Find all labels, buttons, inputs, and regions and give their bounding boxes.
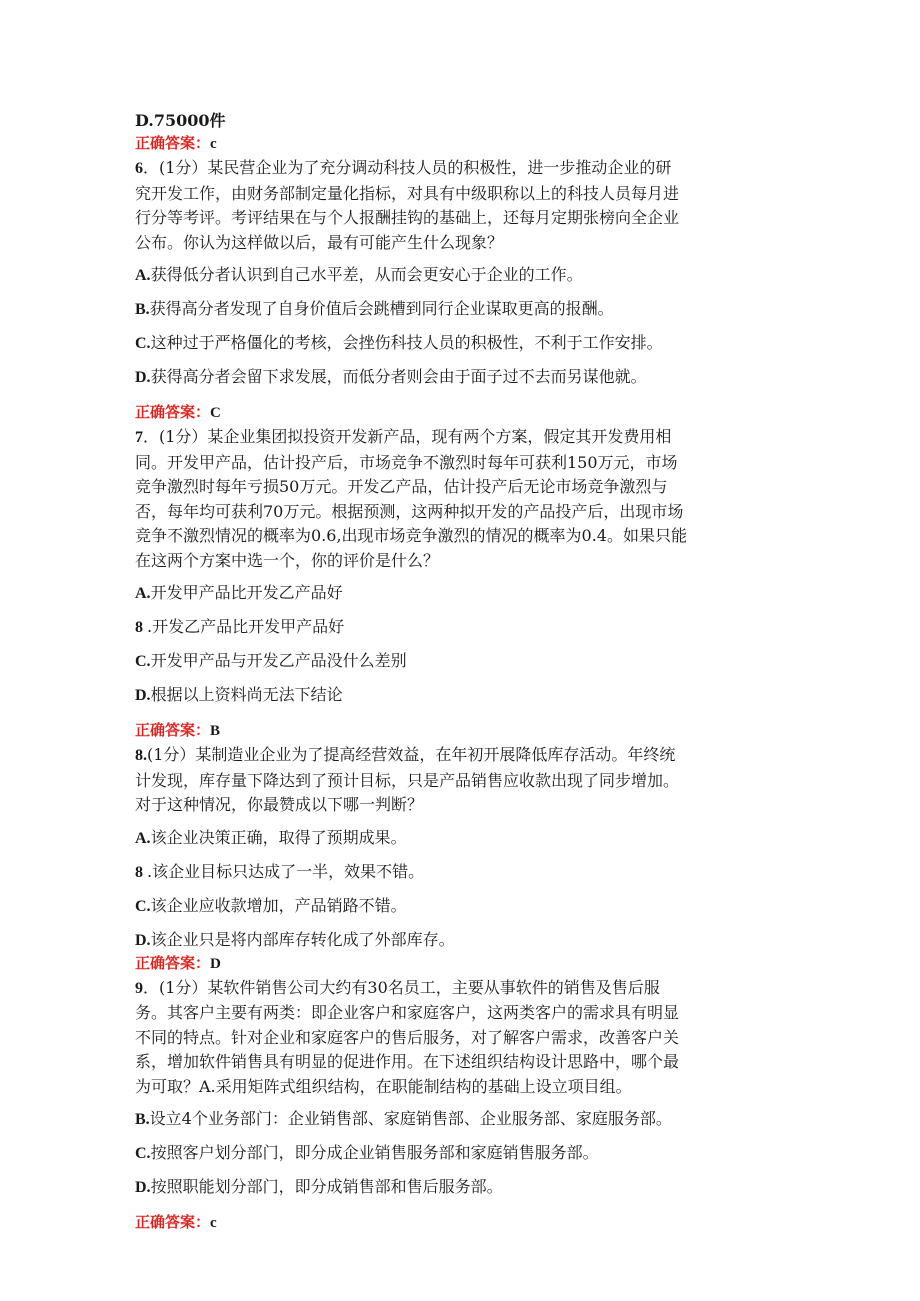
question-line: 务。其客户主要有两类：即企业客户和家庭客户，这两类客户的需求具有明显 <box>135 1003 680 1022</box>
question-number: 8. <box>135 747 147 764</box>
option-text: 开发甲产品与开发乙产品没什么差别 <box>150 651 407 670</box>
option-label: D. <box>135 931 151 949</box>
answer-value: C <box>210 405 221 421</box>
question-8-answer <box>135 953 785 974</box>
option-a <box>135 582 785 604</box>
option-label: A. <box>135 267 151 284</box>
question-line: 为可取？A.采用矩阵式组织结构，在职能制结构的基础上设立项目组。 <box>135 1076 632 1096</box>
option-label: C. <box>135 897 151 915</box>
answer-value: c <box>210 136 217 152</box>
question-line <box>135 156 785 182</box>
answer-value: D <box>210 955 221 972</box>
option-text: 按照职能划分部门，即分成销售部和售后服务部。 <box>150 1177 503 1196</box>
option-a <box>135 827 785 849</box>
option-b <box>135 1108 785 1130</box>
option-text: 获得高分者会留下求发展，而低分者则会由于面子过不去而另谋他就。 <box>150 367 647 386</box>
question-text: ．(1分）某软件销售公司大约有30名员工，主要从事软件的销售及售后服 <box>143 977 660 997</box>
question-line: 竞争不激烈情况的概率为0.6,出现市场竞争激烈的情况的概率为0.4。如果只能 <box>135 526 687 545</box>
answer-label: 正确答案： <box>135 1213 211 1231</box>
option-label: B. <box>135 1111 150 1128</box>
question-line: 系，增加软件销售具有明显的促进作用。在下述组织结构设计思路中，哪个最 <box>135 1052 680 1071</box>
option-text: 设立4个业务部门：企业销售部、家庭销售部、企业服务部、家庭服务部。 <box>149 1109 672 1128</box>
document-page <box>135 110 785 1233</box>
question-line: 公布。你认为这样做以后，最有可能产生什么现象？ <box>135 232 504 252</box>
option-b <box>135 616 785 638</box>
option-label: D. <box>135 687 151 704</box>
question-line: 否，每年均可获利70万元。根据预测，这两种拟开发的产品投产后，出现市场 <box>135 501 684 521</box>
top-answer <box>135 133 785 154</box>
question-line: 同。开发甲产品，估计投产后，市场竞争不激烈时每年可获利150万元，市场 <box>135 452 678 472</box>
option-label: 8 <box>135 863 147 881</box>
option-d <box>135 929 785 951</box>
option-label: D. <box>135 1179 151 1196</box>
option-text: 该企业只是将内部库存转化成了外部库存。 <box>150 929 455 949</box>
answer-value: B <box>210 723 221 739</box>
option-text: 根据以上资料尚无法下结论 <box>150 685 343 704</box>
question-6 <box>135 156 785 255</box>
option-text: 该企业应收款增加，产品销路不错。 <box>150 895 407 915</box>
option-d <box>135 684 785 706</box>
option-label: A. <box>135 585 151 602</box>
question-7-answer <box>135 720 785 741</box>
option-text: .开发乙产品比开发甲产品好 <box>147 617 345 636</box>
option-text: 这种过于严格僵化的考核，会挫伤科技人员的积极性，不利于工作安排。 <box>150 333 663 352</box>
question-line <box>135 743 785 769</box>
question-8 <box>135 743 785 818</box>
option-label: A. <box>135 829 151 847</box>
question-number: 9 <box>135 979 143 997</box>
option-c <box>135 650 785 672</box>
question-9 <box>135 976 785 1100</box>
answer-label: 正确答案： <box>135 403 211 421</box>
question-text: ．(1分）某企业集团拟投资开发新产品，现有两个方案，假定其开发费用相 <box>143 427 672 446</box>
top-option-d: D.75000件 <box>135 111 226 130</box>
option-text: 按照客户划分部门，即分成企业销售服务部和家庭销售服务部。 <box>150 1143 599 1162</box>
question-line: 计发现，库存量下降达到了预计目标，只是产品销售应收款出现了同步增加。 <box>135 770 680 790</box>
question-line: 行分等考评。考评结果在与个人报酬挂钩的基础上，还每月定期张榜向全企业 <box>135 208 680 227</box>
question-line: 在这两个方案中选一个，你的评价是什么？ <box>135 550 440 570</box>
question-number: 7 <box>135 429 143 446</box>
option-text: .该企业目标只达成了一半，效果不错。 <box>147 861 425 881</box>
question-text: (1分）某制造业企业为了提高经营效益，在年初开展降低库存活动。年终统 <box>147 745 676 764</box>
question-line: 不同的特点。针对企业和家庭客户的售后服务，对了解客户需求，改善客户关 <box>135 1027 680 1047</box>
question-6-answer <box>135 402 785 423</box>
option-text: 开发甲产品比开发乙产品好 <box>150 583 343 602</box>
question-line <box>135 976 785 1002</box>
option-text: 该企业决策正确，取得了预期成果。 <box>150 827 407 847</box>
question-number: 6 <box>135 160 143 177</box>
option-d <box>135 366 785 388</box>
answer-label: 正确答案： <box>135 134 211 152</box>
option-a <box>135 264 785 286</box>
option-text: 获得高分者发现了自身价值后会跳槽到同行企业谋取更高的报酬。 <box>149 299 614 318</box>
option-c <box>135 332 785 354</box>
question-text: ．(1分）某民营企业为了充分调动科技人员的积极性，进一步推动企业的研 <box>143 158 672 177</box>
question-7 <box>135 425 785 573</box>
option-d <box>135 1176 785 1198</box>
option-c <box>135 895 785 917</box>
option-label: 8 <box>135 619 147 636</box>
answer-value: c <box>210 1215 217 1231</box>
question-line: 对于这种情况，你最赞成以下哪一判断？ <box>135 795 424 814</box>
option-label: C. <box>135 653 151 670</box>
option-label: B. <box>135 301 150 318</box>
option-text: 获得低分者认识到自己水平差，从而会更安心于企业的工作。 <box>150 265 583 284</box>
option-label: C. <box>135 335 151 352</box>
option-c <box>135 1142 785 1164</box>
question-line <box>135 425 785 451</box>
option-label: D. <box>135 369 151 386</box>
question-9-answer <box>135 1212 785 1233</box>
answer-label: 正确答案： <box>135 721 211 739</box>
question-line: 究开发工作，由财务部制定量化指标，对具有中级职称以上的科技人员每月进 <box>135 183 680 203</box>
question-line: 竞争激烈时每年亏损50万元。开发乙产品，估计投产后无论市场竞争激烈与 <box>135 477 668 496</box>
option-b <box>135 861 785 883</box>
option-b <box>135 298 785 320</box>
option-label: C. <box>135 1145 151 1162</box>
answer-label: 正确答案： <box>135 953 211 972</box>
